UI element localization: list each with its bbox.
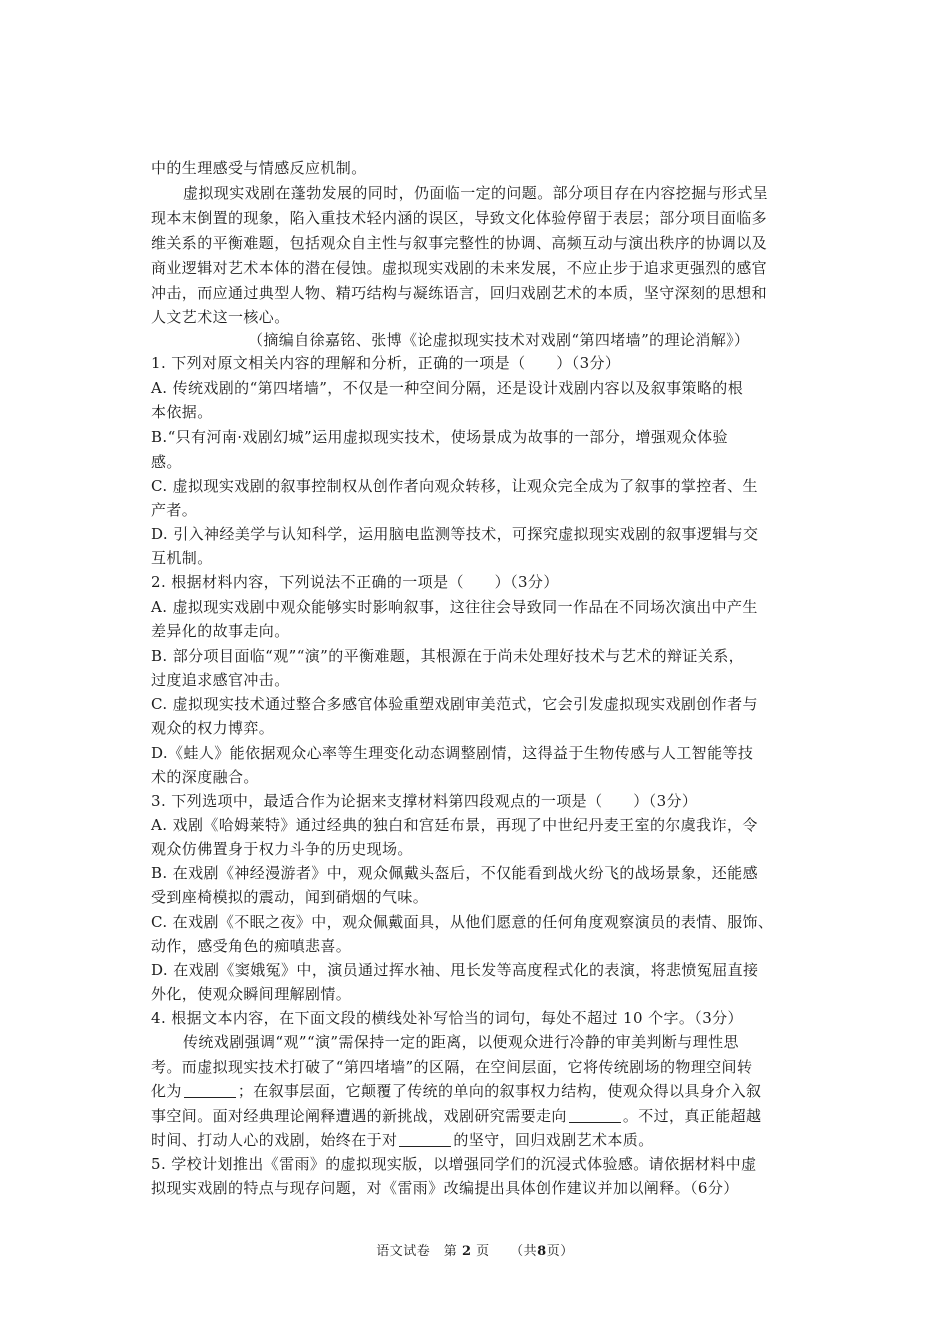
q3-option-d-cont: 外化，使观众瞬间理解剧情。 — [151, 985, 352, 1003]
passage-line: 现本末倒置的现象，陷入重技术轻内涵的误区，导致文化体验停留于表层；部分项目面临多 — [151, 209, 768, 227]
q2-option-b-cont: 过度追求感官冲击。 — [151, 671, 290, 689]
q3-option-b-cont: 受到座椅模拟的震动，闻到硝烟的气味。 — [151, 888, 429, 906]
passage-line: 维关系的平衡难题，包括观众自主性与叙事完整性的协调、高频互动与演出秩序的协调以及 — [151, 234, 768, 252]
q3-option-c-cont: 动作，感受角色的痴嗔悲喜。 — [151, 937, 352, 955]
source-citation: （摘编自徐嘉铭、张博《论虚拟现实技术对戏剧“第四堵墙”的理论消解》） — [248, 331, 750, 349]
q4-passage-line — [151, 1105, 761, 1126]
passage-line: 冲击，而应通过典型人物、精巧结构与凝练语言，回归戏剧艺术的本质，坚守深刻的思想和 — [151, 284, 768, 302]
footer-page-prefix: 第 — [443, 1244, 458, 1259]
q4-text-segment: 的坚守，回归戏剧艺术本质。 — [453, 1131, 654, 1149]
q3-option-d: D. 在戏剧《窦娥冤》中，演员通过挥水袖、甩长发等高度程式化的表演，将悲愤冤屈直接 — [151, 961, 759, 979]
passage-line: 中的生理感受与情感反应机制。 — [151, 159, 367, 177]
q1-option-a-cont: 本依据。 — [151, 403, 213, 421]
q2-option-c-cont: 观众的权力博弈。 — [151, 719, 275, 737]
q1-option-b: B.“只有河南·戏剧幻城”运用虚拟现实技术，使场景成为故事的一部分，增强观众体验 — [151, 428, 728, 446]
q4-text-segment: 化为 — [151, 1082, 182, 1100]
q2-option-b: B. 部分项目面临“观”“演”的平衡难题，其根源在于尚未处理好技术与艺术的辩证关系， — [151, 647, 745, 665]
q3-option-a: A. 戏剧《哈姆莱特》通过经典的独白和宫廷布景，再现了中世纪丹麦王室的尔虞我诈，令 — [151, 816, 758, 834]
question-3-stem: 3. 下列选项中，最适合作为论据来支撑材料第四段观点的一项是（ ）（3分） — [151, 792, 698, 810]
q2-option-c: C. 虚拟现实技术通过整合多感官体验重塑戏剧审美范式，它会引发虚拟现实戏剧创作者与 — [151, 695, 758, 713]
q4-passage-line — [151, 1080, 761, 1101]
q4-passage-line: 考。而虚拟现实技术打破了“第四堵墙”的区隔，在空间层面，它将传统剧场的物理空间转 — [151, 1058, 753, 1076]
question-5-stem-cont: 拟现实戏剧的特点与现存问题，对《雷雨》改编提出具体创作建议并加以阐释。（6分） — [151, 1179, 739, 1197]
q1-option-d-cont: 互机制。 — [151, 549, 213, 567]
q4-text-segment: 事空间。面对经典理论阐释遭遇的新挑战，戏剧研究需要走向 — [151, 1107, 567, 1125]
q4-text-segment: 时间、打动人心的戏剧，始终在于对 — [151, 1131, 398, 1149]
question-4-stem: 4. 根据文本内容，在下面文段的横线处补写恰当的词句，每处不超过 10 个字。（3分） — [151, 1009, 743, 1027]
answer-blank-1[interactable] — [184, 1082, 236, 1098]
q3-option-a-cont: 观众仿佛置身于权力斗争的历史现场。 — [151, 840, 413, 858]
question-2-stem: 2. 根据材料内容，下列说法不正确的一项是（ ）（3分） — [151, 573, 559, 591]
page-footer — [0, 1240, 950, 1259]
q4-passage-line: 传统戏剧强调“观”“演”需保持一定的距离，以便观众进行冷静的审美判断与理性思 — [183, 1033, 739, 1051]
footer-total-prefix: （共 — [510, 1244, 538, 1259]
footer-total-number: 8 — [537, 1244, 547, 1259]
passage-line: 虚拟现实戏剧在蓬勃发展的同时，仍面临一定的问题。部分项目存在内容挖掘与形式呈 — [183, 184, 769, 202]
q1-option-a: A. 传统戏剧的“第四堵墙”，不仅是一种空间分隔，还是设计戏剧内容以及叙事策略的根 — [151, 379, 744, 397]
q1-option-b-cont: 感。 — [151, 453, 182, 471]
answer-blank-2[interactable] — [569, 1107, 621, 1123]
q3-option-c: C. 在戏剧《不眠之夜》中，观众佩戴面具，从他们愿意的任何角度观察演员的表情、服饰、 — [151, 913, 774, 931]
q1-option-c-cont: 产者。 — [151, 501, 198, 519]
question-5-stem: 5. 学校计划推出《雷雨》的虚拟现实版，以增强同学们的沉浸式体验感。请依据材料中虚 — [151, 1155, 757, 1173]
q1-option-d: D. 引入神经美学与认知科学，运用脑电监测等技术，可探究虚拟现实戏剧的叙事逻辑与交 — [151, 525, 759, 543]
q2-option-d-cont: 术的深度融合。 — [151, 768, 259, 786]
footer-page-number: 2 — [461, 1244, 472, 1259]
footer-total-suffix: 页） — [546, 1244, 574, 1259]
passage-line: 商业逻辑对艺术本体的潜在侵蚀。虚拟现实戏剧的未来发展，不应止步于追求更强烈的感官 — [151, 259, 768, 277]
q3-option-b: B. 在戏剧《神经漫游者》中，观众佩戴头盔后，不仅能看到战火纷飞的战场景象，还能感 — [151, 864, 758, 882]
answer-blank-3[interactable] — [399, 1131, 451, 1147]
q4-text-segment: ；在叙事层面，它颠覆了传统的单向的叙事权力结构，使观众得以具身介入叙 — [237, 1082, 762, 1100]
q4-text-segment: 。不过，真正能超越 — [622, 1107, 762, 1125]
passage-line: 人文艺术这一核心。 — [151, 308, 290, 326]
footer-page-suffix: 页 — [476, 1244, 490, 1259]
q2-option-a-cont: 差异化的故事走向。 — [151, 622, 290, 640]
q4-passage-line — [151, 1129, 654, 1150]
q2-option-d: D.《蛙人》能依据观众心率等生理变化动态调整剧情，这得益于生物传感与人工智能等技 — [151, 744, 754, 762]
q2-option-a: A. 虚拟现实戏剧中观众能够实时影响叙事，这往往会导致同一作品在不同场次演出中产生 — [151, 598, 758, 616]
q1-option-c: C. 虚拟现实戏剧的叙事控制权从创作者向观众转移，让观众完全成为了叙事的掌控者、生 — [151, 477, 758, 495]
footer-subject: 语文试卷 — [376, 1244, 431, 1259]
question-1-stem: 1. 下列对原文相关内容的理解和分析，正确的一项是（ ）（3分） — [151, 354, 621, 372]
